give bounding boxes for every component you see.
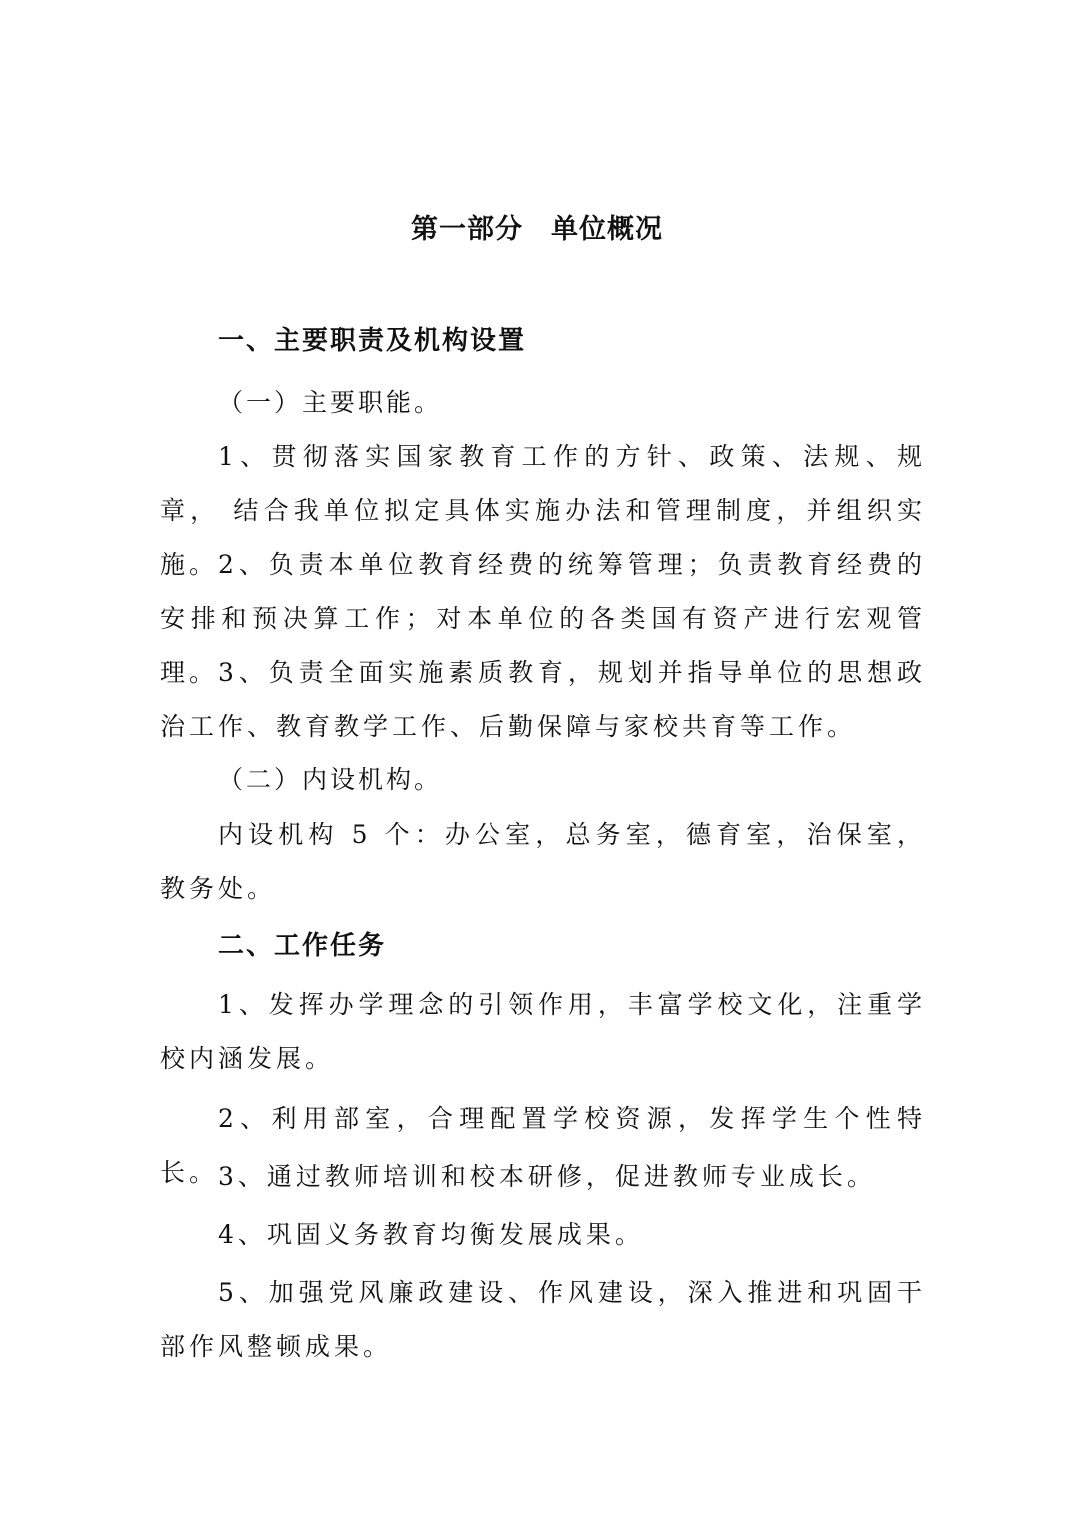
page-title: 第一部分 单位概况	[411, 214, 663, 245]
task-item-2: 2、利用部室，合理配置学校资源，发挥学生个性特长。	[160, 1104, 926, 1187]
task-item-4: 4、巩固义务教育均衡发展成果。	[218, 1220, 644, 1249]
subheading-internal-structure: （二）内设机构。	[218, 765, 443, 794]
section-heading-work-tasks: 二、工作任务	[218, 931, 387, 961]
function-item-1: 1、贯彻落实国家教育工作的方针、政策、法规、规章， 结合我单位拟定具体实施办法和管理制度，并组织实施。	[160, 442, 926, 579]
function-item-2: 2、负责本单位教育经费的统筹管理；负责教育经费的安排和预决算工作；对本单位的各类国有资产进行宏观管理。	[160, 550, 926, 687]
section-heading-responsibilities: 一、主要职责及机构设置	[218, 326, 527, 356]
task-item-3: 3、通过教师培训和校本研修，促进教师专业成长。	[218, 1162, 876, 1191]
task-item-1: 1、发挥办学理念的引领作用，丰富学校文化，注重学校内涵发展。	[160, 990, 926, 1073]
internal-structure-text: 内设机构 5 个：办公室，总务室，德育室，治保室，教务处。	[160, 820, 926, 903]
subheading-main-functions: （一）主要职能。	[218, 388, 443, 417]
task-item-5: 5、加强党风廉政建设、作风建设，深入推进和巩固干部作风整顿成果。	[160, 1278, 926, 1361]
function-item-3: 3、负责全面实施素质教育，规划并指导单位的思想政治工作、教育教学工作、后勤保障与家校共育等工作。	[160, 658, 926, 741]
